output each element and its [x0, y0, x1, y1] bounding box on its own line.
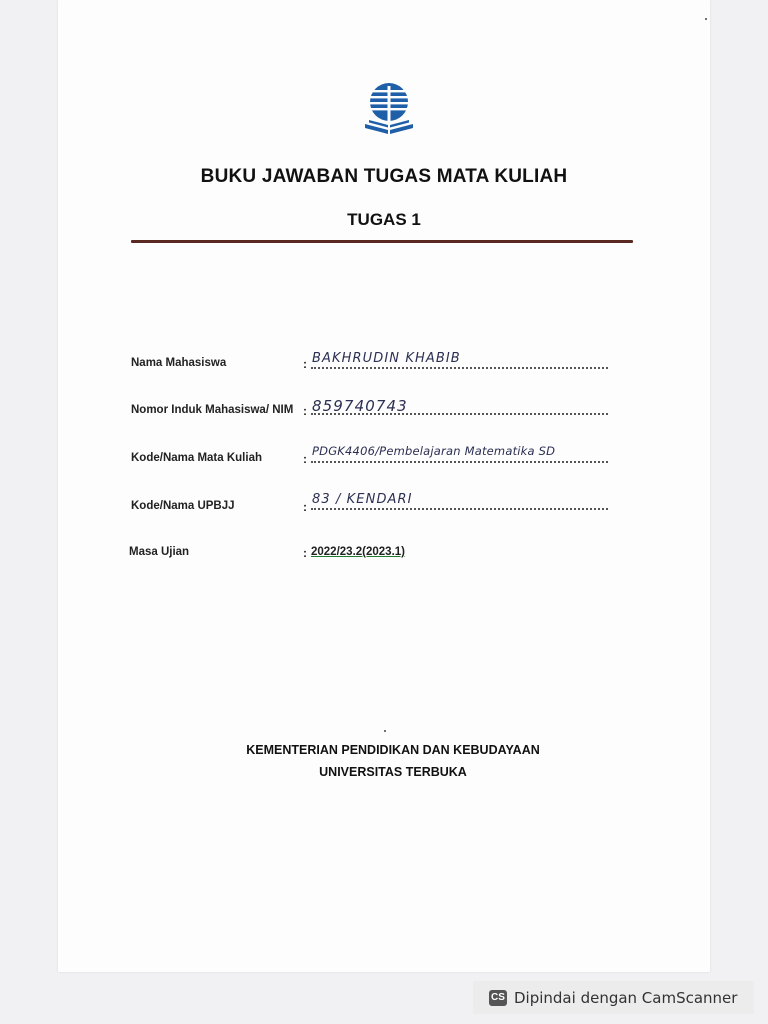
document-subtitle: TUGAS 1 — [347, 210, 421, 229]
field-value-upbjj: 83 / KENDARI — [312, 492, 413, 507]
document-page — [58, 0, 710, 972]
field-value-nim: 859740743 — [312, 397, 408, 415]
field-value-mata-kuliah: PDGK4406/Pembelajaran Matematika SD — [312, 444, 556, 458]
camscanner-watermark — [473, 981, 754, 1014]
field-label-nim: Nomor Induk Mahasiswa/ NIM — [131, 404, 294, 416]
field-value-masa-ujian: 2022/23.2(2023.1) — [311, 546, 405, 558]
universitas-terbuka-logo-icon — [361, 78, 417, 138]
field-label-nama: Nama Mahasiswa — [131, 357, 227, 369]
scan-speck — [705, 18, 707, 20]
field-line-upbjj — [311, 508, 608, 510]
header-divider — [131, 240, 633, 243]
document-title: BUKU JAWABAN TUGAS MATA KULIAH — [200, 166, 568, 187]
field-label-upbjj: Kode/Nama UPBJJ — [131, 500, 235, 512]
field-value-nama: BAKHRUDIN KHABIB — [312, 351, 461, 366]
camscanner-text: Dipindai dengan CamScanner — [514, 988, 738, 1007]
footer-university: UNIVERSITAS TERBUKA — [319, 765, 467, 779]
field-colon-masa-ujian: : — [303, 546, 307, 560]
field-colon-mata-kuliah: : — [303, 452, 307, 466]
field-colon-nama: : — [303, 357, 307, 371]
field-label-masa-ujian: Masa Ujian — [129, 546, 190, 558]
field-colon-nim: : — [303, 404, 307, 418]
field-line-nama — [311, 367, 608, 369]
field-line-mata-kuliah — [311, 461, 608, 463]
scan-speck — [384, 730, 386, 732]
field-colon-upbjj: : — [303, 500, 307, 514]
camscanner-logo-icon: CS — [489, 990, 507, 1006]
footer-ministry: KEMENTERIAN PENDIDIKAN DAN KEBUDAYAAN — [246, 743, 540, 757]
field-label-mata-kuliah: Kode/Nama Mata Kuliah — [131, 452, 262, 464]
